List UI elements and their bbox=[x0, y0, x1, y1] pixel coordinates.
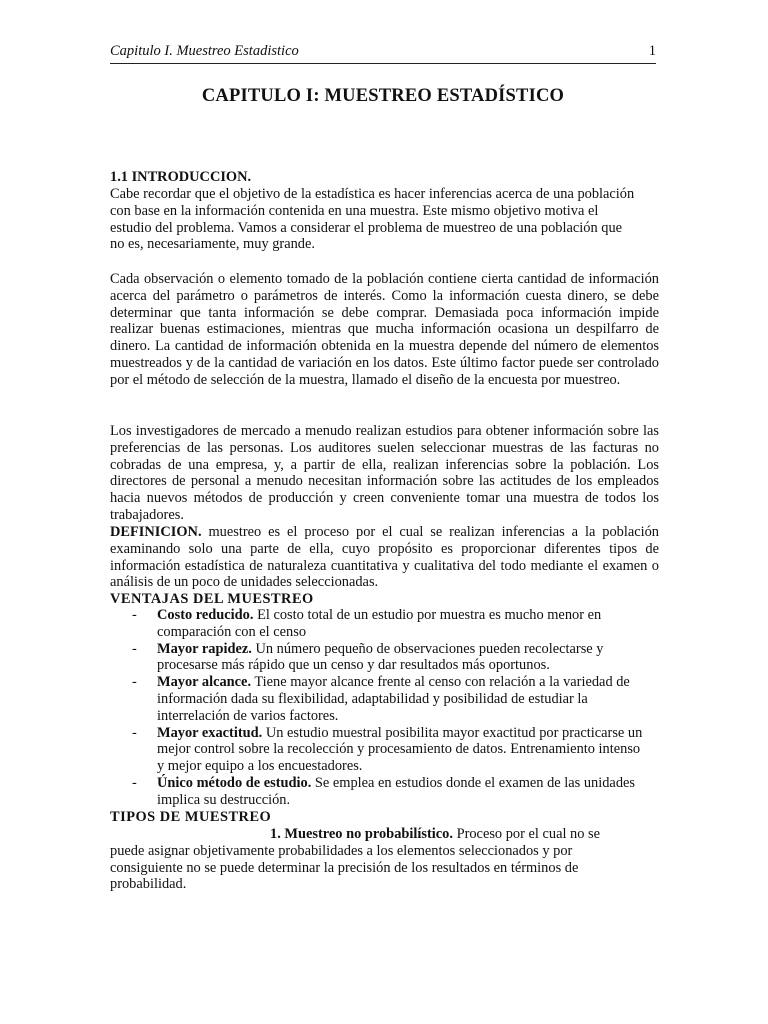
list-item bbox=[110, 607, 650, 641]
list-item bbox=[110, 641, 650, 675]
header-title: Capitulo I. Muestreo Estadistico bbox=[110, 43, 299, 59]
tipos-paragraph bbox=[110, 826, 620, 893]
document-title: CAPITULO I: MUESTREO ESTADÍSTICO bbox=[201, 86, 565, 106]
list-item-text: Un número pequeño de observaciones pueden recolectarse y procesarse más rápido que un censo y dar resultados más oportunos. bbox=[157, 640, 604, 674]
list-item bbox=[110, 725, 650, 775]
intro-paragraph-1: Cabe recordar que el objetivo de la estadística es hacer inferencias acerca de una población con base en la información contenida en una muestra. Este mismo objetivo motiva el estudio del problema. Vamos a considerar el problema de muestreo de una población que no es, necesariamente, muy grande. bbox=[110, 186, 635, 253]
list-dash: - bbox=[132, 774, 137, 791]
list-item-label: Costo reducido. bbox=[157, 607, 254, 623]
list-dash: - bbox=[132, 607, 137, 623]
definition-paragraph bbox=[110, 524, 659, 591]
list-item-label: Mayor exactitud. bbox=[157, 724, 263, 741]
tipos-text: Proceso por el cual no se puede asignar objetivamente probabilidades a los elementos seleccionados y por consiguiente no se puede determinar la precisión de los resultados en términos de probabilidad. bbox=[110, 826, 601, 893]
intro-paragraph-2: Cada observación o elemento tomado de la población contiene cierta cantidad de información acerca del parámetro o parámetros de interés. Como la información cuesta dinero, se debe determinar que tanta información se debe comprar. Demasiada poca información impide realizar buenas estimaciones, mientras que mucha información ocasiona un despilfarro de dinero. La cantidad de información obtenida en la muestra depende del número de elementos muestreados y de la cantidad de variación en los datos. Este último factor puede ser controlado por el método de selección de la muestra, llamado el diseño de la encuesta por muestreo. bbox=[110, 271, 659, 388]
page-number: 1 bbox=[648, 43, 656, 59]
definition-text: muestreo es el proceso por el cual se realizan inferencias a la población examinando solo una parte de ella, cuyo propósito es proporcionar diferentes tipos de información estadística de naturaleza cuantitativa y cualitativa del todo mediante el examen o análisis de un poco de unidades seleccionadas. bbox=[110, 524, 659, 591]
ventajas-list bbox=[110, 607, 650, 809]
list-dash: - bbox=[132, 640, 137, 657]
list-item bbox=[110, 775, 650, 809]
list-item-text: Un estudio muestral posibilita mayor exactitud por practicarse un mejor control sobre la recolección y procesamiento de datos. Entrenamiento intenso y mejor equipo a los encuestadores. bbox=[157, 724, 643, 775]
list-item-label: Mayor rapidez. bbox=[157, 640, 252, 657]
list-item-label: Único método de estudio. bbox=[157, 774, 312, 791]
list-dash: - bbox=[132, 724, 137, 741]
page-header bbox=[110, 41, 656, 64]
list-item-text: Tiene mayor alcance frente al censo con relación a la variedad de información dada su flexibilidad, adaptabilidad y posibilidad de estudiar la interrelación de varios factores. bbox=[157, 674, 630, 724]
tipos-heading: TIPOS DE MUESTREO bbox=[110, 809, 272, 825]
list-item bbox=[110, 674, 650, 724]
intro-heading: 1.1 INTRODUCCION. bbox=[110, 169, 252, 185]
intro-paragraph-3: Los investigadores de mercado a menudo realizan estudios para obtener información sobre las preferencias de las personas. Los auditores suelen seleccionar muestras de las facturas no cobradas de una empresa, y, a partir de ella, realizan inferencias sobre la población. Los directores de personal a menudo necesitan información sobre las actitudes de los empleados hacia nuevos métodos de producción y creen conveniente tomar una muestra de todos los trabajadores. bbox=[110, 423, 659, 523]
tipos-label: 1. Muestreo no probabilístico. bbox=[270, 826, 453, 842]
list-item-label: Mayor alcance. bbox=[157, 674, 252, 691]
list-item-text: El costo total de un estudio por muestra es mucho menor en comparación con el censo bbox=[157, 607, 602, 640]
ventajas-heading: VENTAJAS DEL MUESTREO bbox=[110, 591, 314, 607]
list-item-text: Se emplea en estudios donde el examen de las unidades implica su destrucción. bbox=[157, 774, 636, 808]
definition-label: DEFINICION. bbox=[110, 524, 202, 540]
list-dash: - bbox=[132, 674, 137, 691]
